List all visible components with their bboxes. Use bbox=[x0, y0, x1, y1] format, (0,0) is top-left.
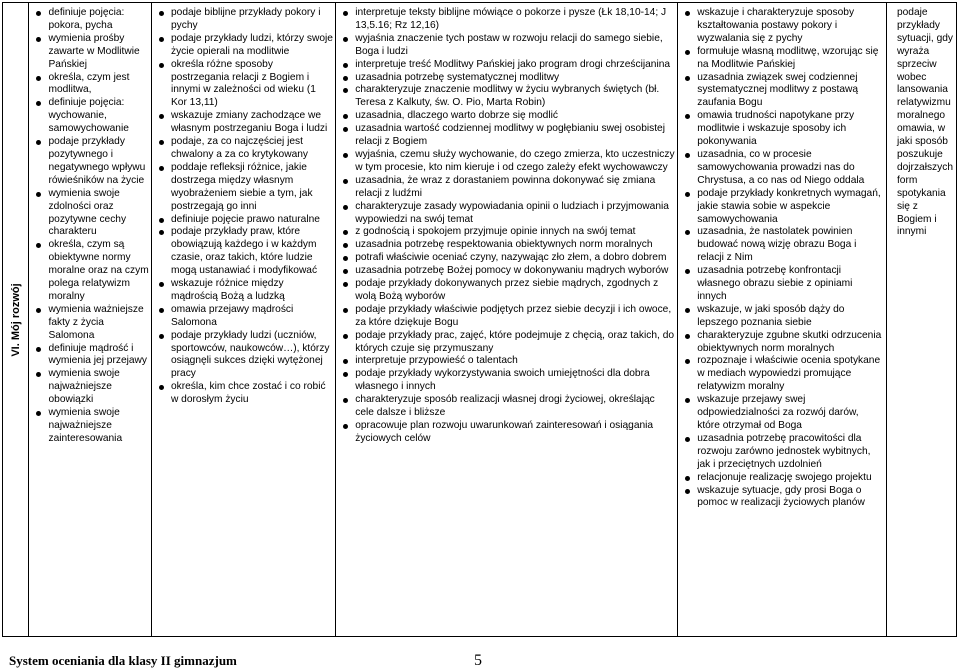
list-item: definiuje mądrość i wymienia jej przejawy bbox=[29, 343, 149, 369]
list-item: podaje przykłady ludzi, którzy swoje życie opierali na modlitwie bbox=[152, 33, 333, 59]
list-item: podaje przykłady właściwie podjętych przez siebie decyzji i ich owoce, za które dziękuje Bogu bbox=[336, 304, 675, 330]
list-item: definiuje pojęcia: wychowanie, samowychowanie bbox=[29, 97, 149, 136]
list-item: określa, czym są obiektywne normy moralne oraz na czym polega relatywizm moralny bbox=[29, 239, 149, 304]
list-item: formułuje własną modlitwę, wzorując się na Modlitwie Pańskiej bbox=[678, 46, 884, 72]
list-item: uzasadnia, że nastolatek powinien budować nową wizję obrazu Boga i relacji z Nim bbox=[678, 226, 884, 265]
list-item: podaje przykłady ludzi (uczniów, sportowców, naukowców…), którzy osiągnęli sukces dzięki wytężonej pracy bbox=[152, 330, 333, 382]
section-title: VI. Mój rozwój bbox=[9, 282, 22, 357]
list-item: uzasadnia potrzebę pracowitości dla rozwoju zarówno jednostek wybitnych, jak i przeciętnych uzdolnień bbox=[678, 433, 884, 472]
list-item: wymienia swoje najważniejsze obowiązki bbox=[29, 368, 149, 407]
list-item: charakteryzuje zasady wypowiadania opinii o ludziach i przyjmowania wypowiedzi na swój temat bbox=[336, 201, 675, 227]
list-item: interpretuje przypowieść o talentach bbox=[336, 355, 675, 368]
list-item: wskazuje i charakteryzuje sposoby kształtowania postawy pokory i wyzwalania się z pychy bbox=[678, 7, 884, 46]
list-item: podaje przykłady pozytywnego i negatywnego wpływu rówieśników na życie bbox=[29, 136, 149, 188]
list-item: charakteryzuje sposób realizacji własnej drogi życiowej, określając cele dalsze i bliższe bbox=[336, 394, 675, 420]
list-item: podaje przykłady konkretnych wymagań, jakie stawia sobie w aspekcie samowychowania bbox=[678, 188, 884, 227]
list-item: wymienia ważniejsze fakty z życia Salomona bbox=[29, 304, 149, 343]
list-item: wyjaśnia, czemu służy wychowanie, do czego zmierza, kto uczestniczy w tym procesie, kto nim kieruje i od czego zależy efekt wychowawczy bbox=[336, 149, 675, 175]
grade-column-3 bbox=[335, 3, 677, 636]
list-item: uzasadnia związek swej codziennej systematycznej modlitwy z postawą zaufania Bogu bbox=[678, 72, 884, 111]
list-item: wymienia swoje najważniejsze zainteresowania bbox=[29, 407, 149, 446]
list-item: opracowuje plan rozwoju uwarunkowań zainteresowań i osiągania życiowych celów bbox=[336, 420, 675, 446]
list-item: uzasadnia, dlaczego warto dobrze się modlić bbox=[336, 110, 675, 123]
list-item: z godnością i spokojem przyjmuje opinie innych na swój temat bbox=[336, 226, 675, 239]
list-item: podaje przykłady dokonywanych przez siebie mądrych, zgodnych z wolą Bożą wyborów bbox=[336, 278, 675, 304]
page-number: 5 bbox=[474, 652, 482, 669]
list-item: interpretuje teksty biblijne mówiące o pokorze i pysze (Łk 18,10-14; J 13,5.16; Rz 12,16) bbox=[336, 7, 675, 33]
list-item: uzasadnia potrzebę konfrontacji własnego obrazu siebie z opiniami innych bbox=[678, 265, 884, 304]
list-item: podaje biblijne przykłady pokory i pychy bbox=[152, 7, 333, 33]
list-item: wymienia swoje zdolności oraz pozytywne cechy charakteru bbox=[29, 188, 149, 240]
list-item: potrafi właściwie oceniać czyny, nazywając zło złem, a dobro dobrem bbox=[336, 252, 675, 265]
list-item: charakteryzuje zgubne skutki odrzucenia obiektywnych norm moralnych bbox=[678, 330, 884, 356]
list-item: relacjonuje realizację swojego projektu bbox=[678, 472, 884, 485]
list-item: charakteryzuje znaczenie modlitwy w życiu wybranych świętych (bł. Teresa z Kalkuty, św. O. Pio, Marta Robin) bbox=[336, 84, 675, 110]
grade-column-1 bbox=[28, 3, 151, 636]
list-item: wskazuje, w jaki sposób dąży do lepszego poznania siebie bbox=[678, 304, 884, 330]
list-item: wskazuje sytuacje, gdy prosi Boga o pomoc w realizacji życiowych planów bbox=[678, 485, 884, 511]
list-item: definiuje pojęcia: pokora, pycha bbox=[29, 7, 149, 33]
list-item: uzasadnia potrzebę respektowania obiektywnych norm moralnych bbox=[336, 239, 675, 252]
list-item: rozpoznaje i właściwie ocenia spotykane w mediach wypowiedzi promujące relatywizm moralny bbox=[678, 355, 884, 394]
list-item: uzasadnia, że wraz z dorastaniem powinna dokonywać się zmiana relacji z ludźmi bbox=[336, 175, 675, 201]
list-item: określa, kim chce zostać i co robić w dorosłym życiu bbox=[152, 381, 333, 407]
list-item: uzasadnia wartość codziennej modlitwy w pogłębianiu swej osobistej relacji z Bogiem bbox=[336, 123, 675, 149]
list-item: definiuje pojęcie prawo naturalne bbox=[152, 214, 333, 227]
list-item: omawia przejawy mądrości Salomona bbox=[152, 304, 333, 330]
list-item: uzasadnia, co w procesie samowychowania prowadzi nas do Chrystusa, a co nas od Niego oddala bbox=[678, 149, 884, 188]
list-item: uzasadnia potrzebę Bożej pomocy w dokonywaniu mądrych wyborów bbox=[336, 265, 675, 278]
curriculum-table bbox=[2, 2, 957, 637]
grade-column-2 bbox=[151, 3, 335, 636]
list-item: określa różne sposoby postrzegania relacji z Bogiem i innymi w zależności od wieku (1 Kor 13,11) bbox=[152, 59, 333, 111]
list-item: wskazuje zmiany zachodzące we własnym postrzeganiu Boga i ludzi bbox=[152, 110, 333, 136]
list-item: wskazuje przejawy swej odpowiedzialności za rozwój darów, które otrzymał od Boga bbox=[678, 394, 884, 433]
column-5-text: podaje przykłady sytuacji, gdy wyraża sprzeciw wobec lansowania relatywizmu moralnego omawia, w jaki sposób poszukuje dojrzałszych form spotykania się z Bogiem i innymi bbox=[896, 7, 954, 238]
list-item: podaje przykłady praw, które obowiązują każdego i w każdym czasie, oraz takich, które ludzie mogą ustanawiać i modyfikować bbox=[152, 226, 333, 278]
list-item: wymienia prośby zawarte w Modlitwie Pańskiej bbox=[29, 33, 149, 72]
list-item: określa, czym jest modlitwa, bbox=[29, 72, 149, 98]
list-item: omawia trudności napotykane przy modlitwie i wskazuje sposoby ich pokonywania bbox=[678, 110, 884, 149]
list-item: podaje przykłady wykorzystywania swoich umiejętności dla dobra własnego i innych bbox=[336, 368, 675, 394]
list-item: poddaje refleksji różnice, jakie dostrzega między własnym wyobrażeniem siebie a tym, jak postrzegają go inni bbox=[152, 162, 333, 214]
grade-column-5 bbox=[886, 3, 956, 636]
list-item: wskazuje różnice między mądrością Bożą a ludzką bbox=[152, 278, 333, 304]
list-item: podaje, za co najczęściej jest chwalony a za co krytykowany bbox=[152, 136, 333, 162]
grade-column-4 bbox=[677, 3, 886, 636]
section-title-cell bbox=[3, 3, 28, 636]
footer-title: System oceniania dla klasy II gimnazjum bbox=[9, 653, 237, 668]
list-item: interpretuje treść Modlitwy Pańskiej jako program drogi chrześcijanina bbox=[336, 59, 675, 72]
list-item: podaje przykłady prac, zajęć, które podejmuje z chęcią, oraz takich, do których czuje się przymuszany bbox=[336, 330, 675, 356]
list-item: uzasadnia potrzebę systematycznej modlitwy bbox=[336, 72, 675, 85]
list-item: wyjaśnia znaczenie tych postaw w rozwoju relacji do samego siebie, Boga i ludzi bbox=[336, 33, 675, 59]
